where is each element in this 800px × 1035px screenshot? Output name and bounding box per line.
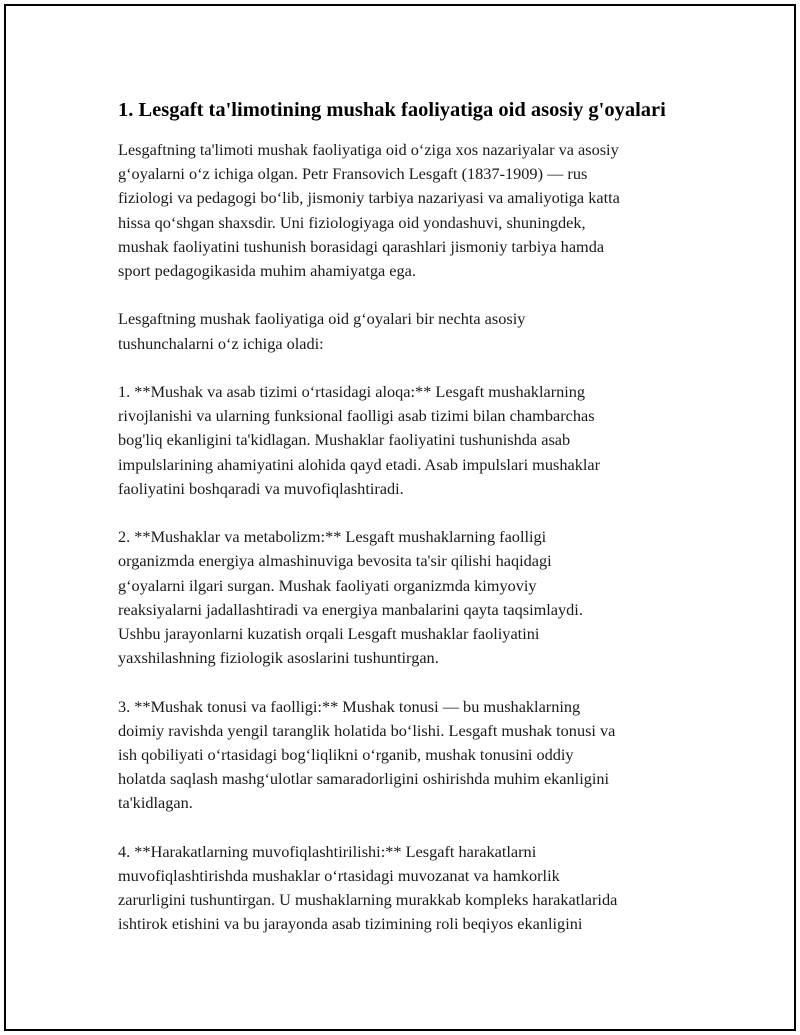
- text-line: doimiy ravishda yengil taranglik holatida bo‘lishi. Lesgaft mushak tonusi va: [118, 720, 616, 740]
- paragraph-overview: [118, 307, 690, 355]
- text-line: fiziologi va pedagogi bo‘lib, jismoniy tarbiya nazariyasi va amaliyotiga katta: [118, 188, 620, 208]
- text-line: ishtirok etishini va bu jarayonda asab tizimining roli beqiyos ekanligini: [118, 914, 583, 934]
- text-line: ish qobiliyati o‘rtasidagi bog‘liqlikni o‘rganib, mushak tonusini oddiy: [118, 745, 574, 765]
- text-line: Lesgaftning mushak faoliyatiga oid g‘oyalari bir nechta asosiy: [118, 309, 526, 329]
- text-line: muvofiqlashtirishda mushaklar o‘rtasidagi muvozanat va hamkorlik: [118, 866, 560, 886]
- text-line: 3. **Mushak tonusi va faolligi:** Mushak tonusi — bu mushaklarning: [118, 696, 581, 716]
- document-page: [4, 4, 796, 1031]
- text-line: g‘oyalarni o‘z ichiga olgan. Petr Fransovich Lesgaft (1837-1909) — rus: [118, 164, 588, 184]
- text-line: g‘oyalarni ilgari surgan. Mushak faoliyati organizmda kimyoviy: [118, 575, 537, 595]
- paragraph-point-3: [118, 695, 690, 816]
- text-line: impulslarining ahamiyatini alohida qayd etadi. Asab impulslari mushaklar: [118, 454, 601, 474]
- text-line: sport pedagogikasida muhim ahamiyatga ega.: [118, 261, 416, 281]
- paragraph-point-4: [118, 840, 690, 937]
- text-line: holatda saqlash mashg‘ulotlar samaradorligini oshirishda muhim ekanligini: [118, 769, 610, 789]
- text-line: hissa qo‘shgan shaxsdir. Uni fiziologiyaga oid yondashuvi, shuningdek,: [118, 212, 586, 232]
- text-line: mushak faoliyatini tushunish borasidagi qarashlari jismoniy tarbiya hamda: [118, 236, 605, 256]
- paragraph-point-1: [118, 380, 690, 501]
- text-line: rivojlanishi va ularning funksional faolligi asab tizimi bilan chambarchas: [118, 406, 595, 426]
- text-line: 4. **Harakatlarning muvofiqlashtirilishi:** Lesgaft harakatlarni: [118, 841, 537, 861]
- paragraph-point-2: [118, 525, 690, 670]
- text-line: 1. **Mushak va asab tizimi o‘rtasidagi aloqa:** Lesgaft mushaklarning: [118, 382, 586, 401]
- text-line: tushunchalarni o‘z ichiga oladi:: [118, 333, 324, 353]
- document-title: 1. Lesgaft ta'limotining mushak faoliyatiga oid asosiy g'oyalari: [118, 99, 666, 121]
- document-content: [118, 96, 690, 961]
- text-line: organizmda energiya almashinuviga bevosita ta'sir qilishi haqidagi: [118, 551, 552, 571]
- text-line: yaxshilashning fiziologik asoslarini tushuntirgan.: [118, 648, 439, 668]
- text-line: 2. **Mushaklar va metabolizm:** Lesgaft mushaklarning faolligi: [118, 527, 547, 547]
- text-line: zarurligini tushuntirgan. U mushaklarning murakkab kompleks harakatlarida: [118, 890, 618, 910]
- text-line: Ushbu jarayonlarni kuzatish orqali Lesgaft mushaklar faoliyatini: [118, 624, 540, 644]
- paragraph-intro: [118, 138, 690, 283]
- text-line: faoliyatini boshqaradi va muvofiqlashtiradi.: [118, 478, 404, 498]
- text-line: ta'kidlagan.: [118, 793, 193, 813]
- text-line: bog'liq ekanligini ta'kidlagan. Mushaklar faoliyatini tushunishda asab: [118, 430, 571, 450]
- text-line: reaksiyalarni jadallashtiradi va energiya manbalarini qayta taqsimlaydi.: [118, 599, 583, 619]
- text-line: Lesgaftning ta'limoti mushak faoliyatiga oid o‘ziga xos nazariyalar va asosiy: [118, 140, 619, 159]
